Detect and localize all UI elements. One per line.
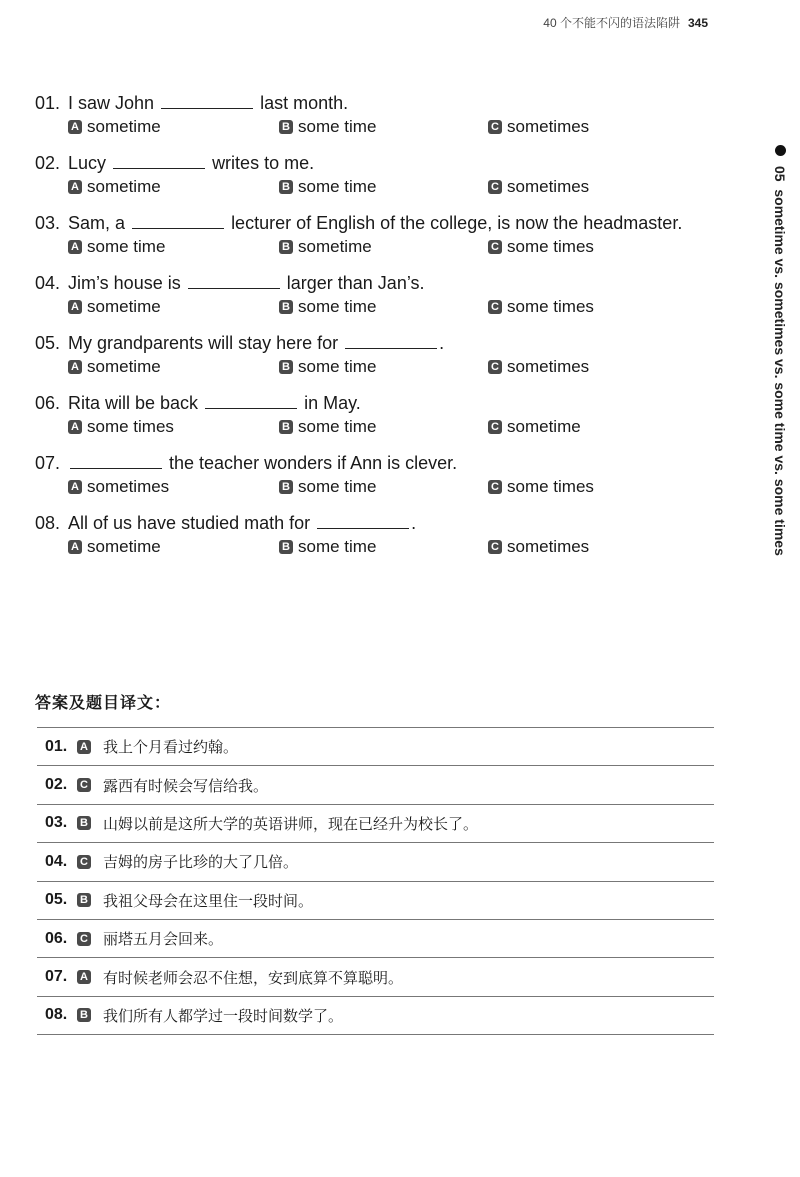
question-number: 03.	[35, 213, 61, 233]
question-number: 02.	[35, 153, 61, 173]
answer-translation: 山姆以前是这所大学的英语讲师，现在已经升为校长了。	[103, 815, 479, 833]
question-item	[35, 150, 725, 198]
option-letter-badge: A	[68, 420, 82, 434]
question-item	[35, 450, 725, 498]
options-row	[68, 476, 725, 498]
answer-translation: 我祖父母会在这里住一段时间。	[103, 892, 314, 910]
answer-translation: 我上个月看过约翰。	[103, 739, 239, 757]
question-item	[35, 390, 725, 438]
option-letter-badge: A	[68, 180, 82, 194]
option-a[interactable]	[68, 176, 279, 198]
option-text: some times	[507, 237, 594, 256]
option-letter-badge: A	[68, 480, 82, 494]
option-letter-badge: A	[68, 300, 82, 314]
options-row	[68, 536, 725, 558]
question-text-before: I saw John	[68, 93, 155, 113]
options-row	[68, 176, 725, 198]
answer-letter-badge: B	[77, 816, 91, 830]
question-text	[68, 390, 725, 416]
option-text: sometime	[87, 177, 161, 196]
option-letter-badge: B	[279, 360, 293, 374]
answer-row	[37, 997, 714, 1035]
answer-letter-badge: C	[77, 778, 91, 792]
option-text: some time	[298, 357, 377, 376]
question-line	[35, 270, 725, 296]
answer-blank	[161, 92, 253, 109]
question-line	[35, 150, 725, 176]
option-c[interactable]	[488, 296, 594, 318]
option-b[interactable]	[279, 536, 488, 558]
question-text-after: the teacher wonders if Ann is clever.	[169, 453, 458, 473]
answer-row	[37, 805, 714, 843]
question-item	[35, 270, 725, 318]
question-text-after: writes to me.	[212, 153, 315, 173]
question-line	[35, 390, 725, 416]
answer-row	[37, 728, 714, 766]
option-a[interactable]	[68, 476, 279, 498]
answer-letter-badge: C	[77, 932, 91, 946]
option-c[interactable]	[488, 116, 589, 138]
answer-blank	[317, 512, 409, 529]
question-number: 04.	[35, 273, 61, 293]
answer-number: 02.	[45, 776, 68, 794]
option-text: sometimes	[507, 537, 590, 556]
option-text: some times	[507, 297, 594, 316]
answer-number: 08.	[45, 1006, 68, 1024]
question-line	[35, 330, 725, 356]
option-text: some times	[507, 477, 594, 496]
option-text: sometime	[87, 537, 161, 556]
option-text: sometime	[87, 297, 161, 316]
page-number: 345	[687, 16, 708, 30]
answer-list	[37, 727, 714, 1035]
question-line	[35, 90, 725, 116]
answers-title: 答案及题目译文：	[35, 695, 172, 712]
answer-translation: 吉姆的房子比珍的大了几倍。	[103, 854, 299, 872]
answer-translation: 露西有时候会写信给我。	[103, 777, 269, 795]
answer-row	[37, 882, 714, 920]
question-text-before: Rita will be back	[68, 393, 199, 413]
question-text-before: All of us have studied math for	[68, 513, 311, 533]
answer-blank	[205, 392, 297, 409]
question-list	[35, 90, 725, 570]
answer-letter-badge: B	[77, 1008, 91, 1022]
question-text-after: lecturer of English of the college, is now the headmaster.	[231, 213, 683, 233]
question-number: 01.	[35, 93, 61, 113]
option-letter-badge: A	[68, 240, 82, 254]
option-letter-badge: B	[279, 420, 293, 434]
answer-letter-badge: A	[77, 970, 91, 984]
option-b[interactable]	[279, 176, 488, 198]
option-text: some times	[87, 417, 174, 436]
option-letter-badge: C	[488, 240, 502, 254]
question-number: 06.	[35, 393, 61, 413]
question-number: 05.	[35, 333, 61, 353]
option-text: some time	[298, 417, 377, 436]
answer-blank	[345, 332, 437, 349]
answer-blank	[132, 212, 224, 229]
question-text-after: in May.	[304, 393, 361, 413]
answer-number: 04.	[45, 852, 68, 870]
options-row	[68, 236, 725, 258]
option-text: some time	[298, 477, 377, 496]
question-text	[68, 150, 725, 176]
option-b[interactable]	[279, 356, 488, 378]
option-letter-badge: C	[488, 360, 502, 374]
option-letter-badge: C	[488, 300, 502, 314]
options-row	[68, 356, 725, 378]
answer-number: 06.	[45, 929, 68, 947]
option-c[interactable]	[488, 416, 581, 438]
side-tab	[772, 145, 788, 556]
option-letter-badge: A	[68, 120, 82, 134]
option-a[interactable]	[68, 416, 279, 438]
header-title: 40 个不能不闪的语法陷阱	[543, 16, 680, 30]
question-line	[35, 450, 725, 476]
question-text	[68, 270, 725, 296]
option-a[interactable]	[68, 536, 279, 558]
answer-blank	[70, 452, 162, 469]
option-letter-badge: B	[279, 240, 293, 254]
question-text-after: .	[411, 513, 417, 533]
question-text	[68, 210, 725, 236]
answer-blank	[113, 152, 205, 169]
option-a[interactable]	[68, 296, 279, 318]
option-c[interactable]	[488, 236, 594, 258]
question-text-before: Jim’s house is	[68, 273, 181, 293]
bullet-dot-icon	[775, 145, 786, 156]
side-tab-text: sometime vs. sometimes vs. some time vs. some times	[772, 189, 788, 556]
option-text: sometime	[87, 357, 161, 376]
question-text	[68, 90, 725, 116]
option-text: sometimes	[507, 357, 590, 376]
option-b[interactable]	[279, 416, 488, 438]
question-text	[68, 450, 725, 476]
option-text: some time	[298, 297, 377, 316]
options-row	[68, 416, 725, 438]
answer-number: 05.	[45, 891, 68, 909]
option-letter-badge: B	[279, 540, 293, 554]
question-number: 07.	[35, 453, 61, 473]
option-text: some time	[298, 537, 377, 556]
answer-row	[37, 843, 714, 881]
option-letter-badge: C	[488, 180, 502, 194]
answer-translation: 丽塔五月会回来。	[103, 931, 224, 949]
option-letter-badge: C	[488, 540, 502, 554]
answer-letter-badge: A	[77, 740, 91, 754]
option-b[interactable]	[279, 236, 488, 258]
option-letter-badge: A	[68, 540, 82, 554]
option-c[interactable]	[488, 356, 589, 378]
answer-blank	[188, 272, 280, 289]
question-text-after: last month.	[260, 93, 349, 113]
option-text: some time	[87, 237, 166, 256]
answer-row	[37, 958, 714, 996]
answer-translation: 有时候老师会忍不住想，安到底算不算聪明。	[103, 969, 404, 987]
option-letter-badge: B	[279, 480, 293, 494]
question-text	[68, 330, 725, 356]
answer-number: 07.	[45, 968, 68, 986]
option-b[interactable]	[279, 476, 488, 498]
answer-row	[37, 766, 714, 804]
option-letter-badge: C	[488, 120, 502, 134]
question-number: 08.	[35, 513, 61, 533]
answer-letter-badge: C	[77, 855, 91, 869]
option-c[interactable]	[488, 176, 589, 198]
answer-row	[37, 920, 714, 958]
option-letter-badge: B	[279, 120, 293, 134]
question-text-after: larger than Jan’s.	[286, 273, 425, 293]
option-text: sometime	[87, 117, 161, 136]
option-a[interactable]	[68, 116, 279, 138]
option-text: sometimes	[87, 477, 170, 496]
answer-letter-badge: B	[77, 893, 91, 907]
question-text	[68, 510, 725, 536]
option-letter-badge: B	[279, 180, 293, 194]
option-text: sometimes	[507, 117, 590, 136]
options-row	[68, 296, 725, 318]
options-row	[68, 116, 725, 138]
option-a[interactable]	[68, 356, 279, 378]
running-header	[543, 14, 708, 31]
option-text: some time	[298, 177, 377, 196]
option-c[interactable]	[488, 476, 594, 498]
question-line	[35, 510, 725, 536]
option-letter-badge: C	[488, 480, 502, 494]
option-text: some time	[298, 117, 377, 136]
option-letter-badge: B	[279, 300, 293, 314]
answer-number: 01.	[45, 737, 68, 755]
question-text-before: Sam, a	[68, 213, 126, 233]
question-line	[35, 210, 725, 236]
question-item	[35, 210, 725, 258]
option-a[interactable]	[68, 236, 279, 258]
option-b[interactable]	[279, 296, 488, 318]
option-text: sometime	[298, 237, 372, 256]
option-text: sometimes	[507, 177, 590, 196]
answer-translation: 我们所有人都学过一段时间数学了。	[103, 1007, 344, 1025]
option-c[interactable]	[488, 536, 589, 558]
question-text-before: Lucy	[68, 153, 107, 173]
question-text-after: .	[439, 333, 445, 353]
option-letter-badge: C	[488, 420, 502, 434]
option-b[interactable]	[279, 116, 488, 138]
question-item	[35, 330, 725, 378]
question-text-before: My grandparents will stay here for	[68, 333, 339, 353]
question-item	[35, 510, 725, 558]
answer-number: 03.	[45, 814, 68, 832]
side-tab-number: 05	[772, 165, 788, 182]
option-letter-badge: A	[68, 360, 82, 374]
question-item	[35, 90, 725, 138]
option-text: sometime	[507, 417, 581, 436]
